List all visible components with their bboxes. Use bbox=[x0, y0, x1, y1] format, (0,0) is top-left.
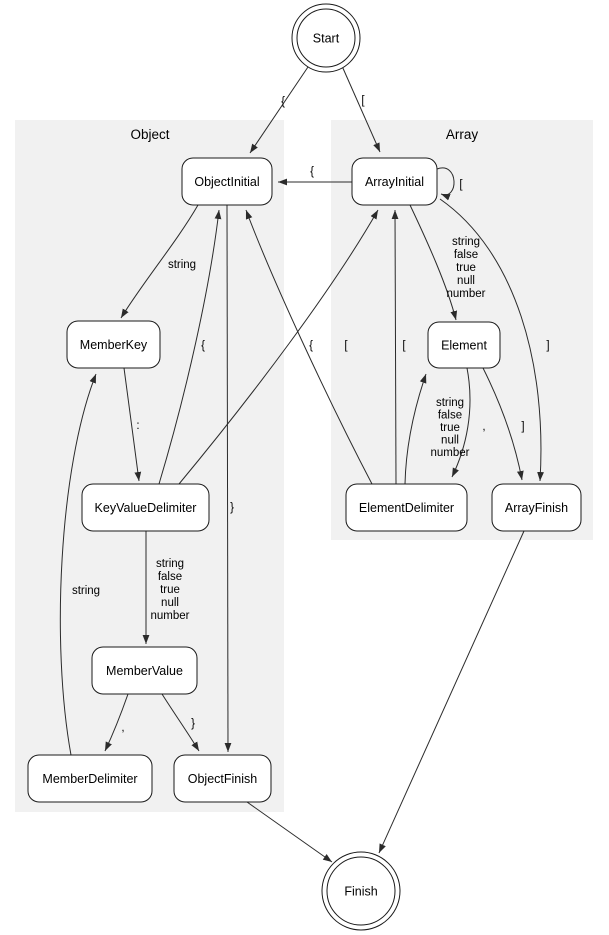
edge-label: [ bbox=[361, 95, 365, 107]
edge-label: } bbox=[230, 502, 234, 514]
edge-label: { bbox=[201, 340, 205, 352]
state-node-ObjectInitial bbox=[182, 158, 272, 205]
edge-label: { bbox=[310, 166, 314, 178]
edge-label: : bbox=[136, 420, 140, 432]
node-label-MemberDelimiter: MemberDelimiter bbox=[42, 772, 138, 786]
node-label-ObjectInitial: ObjectInitial bbox=[194, 175, 260, 189]
state-node-Start bbox=[292, 4, 360, 72]
edge-label: ] bbox=[521, 421, 525, 433]
edge-label: , bbox=[121, 722, 125, 734]
state-node-MemberValue bbox=[92, 647, 197, 694]
edge-label: [ bbox=[459, 179, 463, 191]
edge-label: [ bbox=[344, 340, 348, 352]
edge-label: { bbox=[309, 340, 313, 352]
cluster-object bbox=[15, 120, 284, 812]
edge-label: { bbox=[281, 96, 285, 108]
edge-label: , bbox=[482, 421, 486, 433]
state-node-ElementDelimiter bbox=[346, 484, 467, 531]
edge-label-multiline: string false true null number bbox=[150, 558, 190, 622]
node-label-ArrayInitial: ArrayInitial bbox=[364, 175, 425, 189]
edge-label: ] bbox=[546, 340, 550, 352]
node-label-KeyValueDelimiter: KeyValueDelimiter bbox=[94, 501, 197, 515]
state-node-Element bbox=[428, 322, 500, 368]
state-node-Finish bbox=[322, 852, 400, 930]
cluster-array-label: Array bbox=[445, 127, 479, 142]
node-label-Start: Start bbox=[312, 31, 340, 46]
edge-label: string bbox=[71, 585, 101, 597]
state-node-MemberDelimiter bbox=[28, 755, 152, 802]
edge-label: [ bbox=[402, 340, 406, 352]
node-label-Finish: Finish bbox=[344, 884, 378, 899]
node-label-ArrayFinish: ArrayFinish bbox=[504, 501, 569, 515]
node-label-ElementDelimiter: ElementDelimiter bbox=[358, 501, 455, 515]
state-node-KeyValueDelimiter bbox=[82, 484, 209, 531]
state-node-ArrayInitial bbox=[352, 158, 437, 205]
edge-label: string bbox=[167, 259, 197, 271]
node-label-MemberKey: MemberKey bbox=[79, 338, 148, 352]
node-label-MemberValue: MemberValue bbox=[106, 664, 183, 678]
cluster-object-background bbox=[15, 120, 284, 812]
edge-label: } bbox=[191, 718, 195, 730]
edge-label-multiline: string false true null number bbox=[430, 397, 470, 459]
cluster-object-label: Object bbox=[130, 127, 170, 142]
node-label-ObjectFinish: ObjectFinish bbox=[187, 772, 258, 786]
state-node-ArrayFinish bbox=[492, 484, 581, 531]
edge-label-multiline: string false true null number bbox=[446, 236, 486, 300]
state-node-ObjectFinish bbox=[174, 755, 271, 802]
node-label-Element: Element bbox=[441, 338, 487, 353]
state-node-MemberKey bbox=[67, 321, 160, 368]
